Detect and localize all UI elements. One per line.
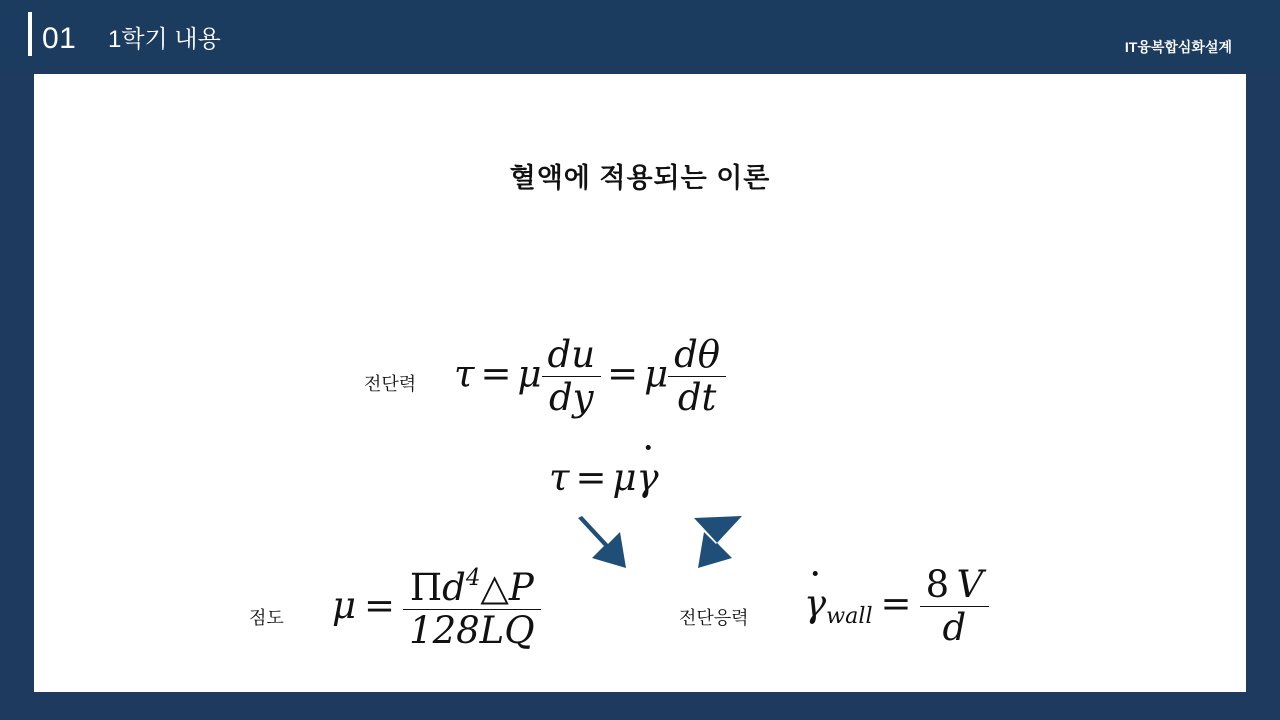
- fraction-denominator-dt: dt: [677, 375, 717, 419]
- fraction-numerator: [920, 563, 990, 607]
- fraction-du-dy: [542, 333, 602, 419]
- arrow-left-down-icon: [574, 506, 664, 576]
- number-8: 8: [925, 563, 950, 606]
- fraction-numerator-du: du: [542, 336, 602, 377]
- symbol-pi: Π: [409, 565, 443, 609]
- subscript-wall: wall: [826, 603, 873, 629]
- symbol-mu-1: μ: [517, 352, 542, 396]
- symbol-P: P: [508, 565, 534, 609]
- symbol-mu: μ: [612, 456, 637, 499]
- header-section-number: 01: [42, 22, 77, 55]
- slide-header: [0, 0, 1280, 66]
- fraction-denominator-dy: dy: [549, 375, 594, 419]
- header-accent-bar: [28, 12, 32, 56]
- symbol-gamma-dot: [804, 582, 826, 625]
- symbol-tau: τ: [454, 352, 475, 396]
- equation-viscosity: [332, 566, 541, 651]
- fraction-denominator: 128LQ: [409, 608, 535, 652]
- fraction-numerator: [403, 566, 541, 610]
- fraction-viscosity: [403, 566, 541, 651]
- symbol-gamma: γ: [804, 582, 827, 626]
- symbol-equals-1: =: [480, 352, 512, 396]
- arrow-right-down-icon: [664, 506, 754, 576]
- symbol-equals: =: [880, 582, 912, 626]
- fraction-denominator-d: d: [942, 605, 967, 649]
- equation-wall-shear-rate: [804, 563, 989, 649]
- equation-shear-stress: [454, 333, 726, 419]
- equation-tau-equals-mu-gammadot: [549, 456, 659, 499]
- slide-content-card: [34, 74, 1246, 692]
- symbol-equals: =: [575, 456, 607, 499]
- symbol-mu-2: μ: [644, 352, 669, 396]
- page-title: 혈액에 적용되는 이론: [509, 163, 771, 193]
- symbol-equals-2: =: [607, 352, 639, 396]
- header-section-title: 1학기 내용: [108, 26, 221, 53]
- symbol-mu: μ: [332, 583, 357, 627]
- fraction-dtheta-dt: [668, 333, 726, 419]
- header-course-name: IT융복합심화설계: [1124, 39, 1232, 55]
- overdot-icon: [645, 445, 650, 450]
- symbol-V: V: [956, 563, 984, 606]
- exponent-4: 4: [465, 565, 481, 591]
- equation-label-viscosity: 점도: [249, 608, 284, 628]
- fraction-shear-rate: [920, 563, 990, 649]
- fraction-numerator-dtheta: dθ: [668, 336, 726, 377]
- symbol-tau: τ: [549, 456, 570, 499]
- equation-label-shear-stress: 전단력: [364, 374, 417, 394]
- symbol-equals: =: [364, 583, 396, 627]
- symbol-gamma: γ: [636, 456, 659, 499]
- equation-label-shear-rate: 전단응력: [679, 608, 749, 628]
- symbol-delta: △: [480, 565, 509, 609]
- symbol-d: d: [442, 565, 466, 609]
- symbol-gamma-dot: [637, 456, 659, 499]
- overdot-icon: [813, 571, 818, 576]
